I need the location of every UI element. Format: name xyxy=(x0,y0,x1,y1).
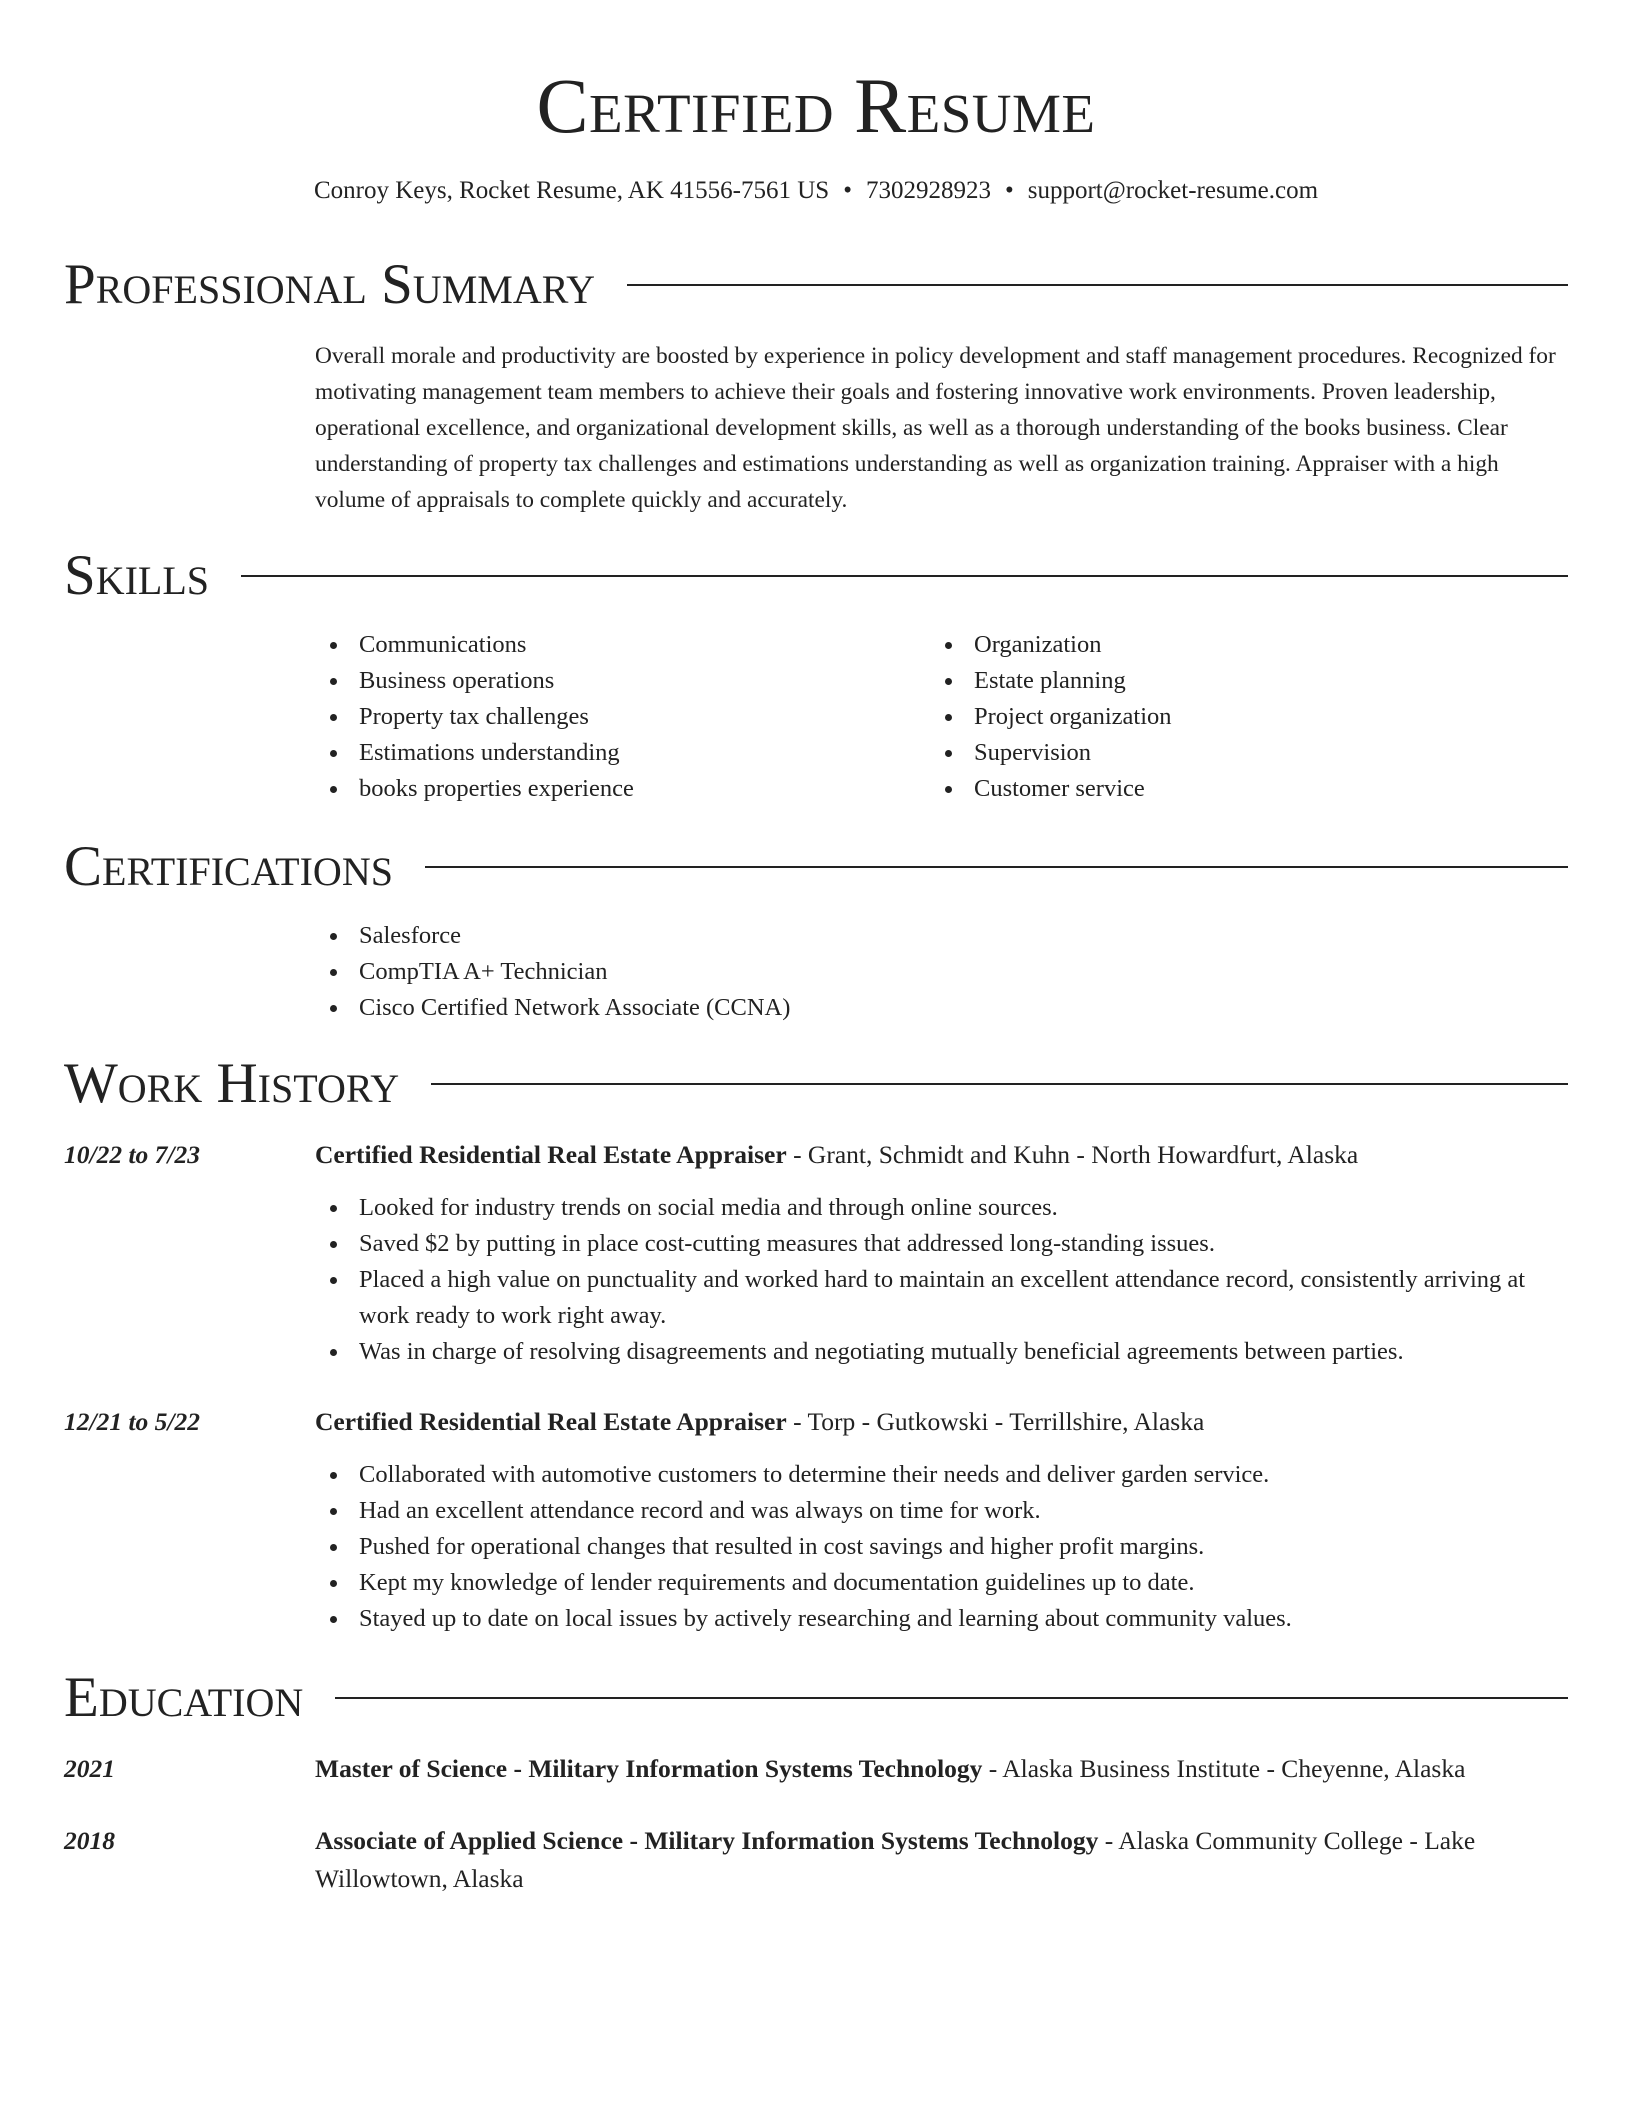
job-dates: 10/22 to 7/23 xyxy=(64,1140,201,1169)
education-degree: Associate of Applied Science - Military Information Systems Technology xyxy=(315,1826,1099,1855)
summary-text: Overall morale and productivity are boosted by experience in policy development and staff management procedures. Recognized for motivating management team members to achieve their goals and fostering innovative work environments. Proven leadership, operational excellence, and organizational development skills, as well as a thorough understanding of the books business. Clear understanding of property tax challenges and estimations understanding as well as organization training. Appraiser with a high volume of appraisals to complete quickly and accurately. xyxy=(315,343,1556,513)
section-title: Skills xyxy=(64,544,210,607)
job-heading xyxy=(315,1136,1568,1174)
certifications-list xyxy=(315,918,1565,1026)
job-employer-location: - Grant, Schmidt and Kuhn - North Howardfurt, Alaska xyxy=(786,1140,1359,1169)
job-bullet: Collaborated with automotive customers to determine their needs and deliver garden service. xyxy=(315,1457,1568,1493)
skill-item: Customer service xyxy=(930,771,1530,807)
skill-item: Project organization xyxy=(930,699,1530,735)
contact-line xyxy=(0,175,1632,207)
section-header-summary xyxy=(64,250,1568,320)
contact-separator: • xyxy=(843,177,852,204)
section-title: Education xyxy=(64,1666,304,1729)
skill-item: books properties experience xyxy=(315,771,875,807)
skill-item: Organization xyxy=(930,627,1530,663)
skill-item: Estate planning xyxy=(930,663,1530,699)
contact-phone: 7302928923 xyxy=(865,177,991,204)
education-entry xyxy=(315,1822,1568,1898)
section-divider xyxy=(425,866,1568,868)
skill-item: Supervision xyxy=(930,735,1530,771)
job-bullet: Placed a high value on punctuality and worked hard to maintain an excellent attendance record, consistently arriving at work ready to work right away. xyxy=(315,1262,1568,1334)
job-title: Certified Residential Real Estate Appraiser xyxy=(315,1140,787,1169)
job-bullet: Pushed for operational changes that resulted in cost savings and higher profit margins. xyxy=(315,1529,1568,1565)
certification-item: Salesforce xyxy=(315,918,1565,954)
section-title: Professional Summary xyxy=(64,253,596,316)
certification-item: Cisco Certified Network Associate (CCNA) xyxy=(315,990,1565,1026)
skills-list-left xyxy=(315,627,875,807)
skill-item: Property tax challenges xyxy=(315,699,875,735)
skills-list-right xyxy=(930,627,1530,807)
education-school-location: - Alaska Community College - Lake Willowtown, Alaska xyxy=(315,1826,1476,1893)
job-title: Certified Residential Real Estate Appraiser xyxy=(315,1407,787,1436)
section-divider xyxy=(241,575,1568,577)
job-heading xyxy=(315,1403,1568,1441)
section-header-certifications xyxy=(64,832,1568,902)
contact-address: Conroy Keys, Rocket Resume, AK 41556-7561 US xyxy=(313,177,830,204)
section-header-skills xyxy=(64,541,1568,611)
contact-separator: • xyxy=(1004,177,1014,204)
education-year: 2021 xyxy=(64,1754,115,1783)
job-bullets xyxy=(315,1190,1568,1370)
job-bullet: Stayed up to date on local issues by actively researching and learning about community values. xyxy=(315,1601,1568,1637)
education-year: 2018 xyxy=(64,1826,115,1855)
certification-item: CompTIA A+ Technician xyxy=(315,954,1565,990)
job-bullet: Was in charge of resolving disagreements and negotiating mutually beneficial agreements between parties. xyxy=(315,1334,1568,1370)
education-entry xyxy=(315,1750,1568,1788)
section-divider xyxy=(627,284,1568,286)
job-bullet: Kept my knowledge of lender requirements and documentation guidelines up to date. xyxy=(315,1565,1568,1601)
skill-item: Communications xyxy=(315,627,875,663)
resume-name: Certified Resume xyxy=(536,62,1096,149)
job-dates: 12/21 to 5/22 xyxy=(64,1407,201,1436)
job-bullet: Had an excellent attendance record and was always on time for work. xyxy=(315,1493,1568,1529)
skill-item: Business operations xyxy=(315,663,875,699)
skill-item: Estimations understanding xyxy=(315,735,875,771)
section-header-education xyxy=(64,1663,1568,1733)
job-employer-location: - Torp - Gutkowski - Terrillshire, Alaska xyxy=(786,1407,1205,1436)
job-bullets xyxy=(315,1457,1568,1637)
section-title: Work History xyxy=(64,1052,400,1115)
education-school-location: - Alaska Business Institute - Cheyenne, Alaska xyxy=(982,1754,1466,1783)
section-header-work-history xyxy=(64,1049,1568,1119)
contact-email: support@rocket-resume.com xyxy=(1027,177,1319,204)
education-degree: Master of Science - Military Information Systems Technology xyxy=(315,1754,983,1783)
job-bullet: Looked for industry trends on social media and through online sources. xyxy=(315,1190,1568,1226)
job-bullet: Saved $2 by putting in place cost-cutting measures that addressed long-standing issues. xyxy=(315,1226,1568,1262)
section-divider xyxy=(431,1083,1568,1085)
section-title: Certifications xyxy=(64,835,393,898)
section-divider xyxy=(335,1697,1568,1699)
